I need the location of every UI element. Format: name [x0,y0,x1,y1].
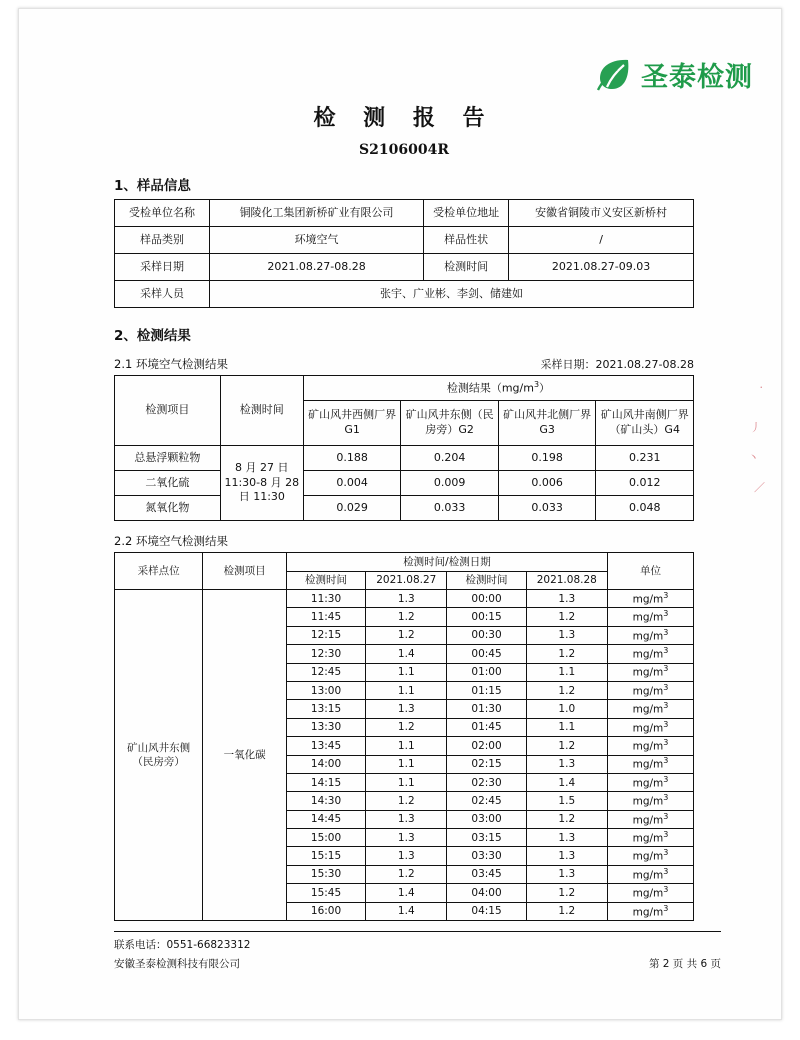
value-cell: 1.3 [526,755,607,773]
value-cell: 1.3 [526,626,607,644]
value-cell: 1.3 [526,590,607,608]
value-cell: 1.1 [366,681,447,699]
sample-point-cell: 矿山风井东侧（民房旁） [115,590,203,921]
column-header-point: 采样点位 [115,553,203,590]
brand-name: 圣泰检测 [641,61,753,93]
value-cell: 1.1 [526,663,607,681]
time-cell: 15:00 [286,829,365,847]
subsection-21-title: 2.1 环境空气检测结果 [114,357,228,371]
label-cell: 受检单位地址 [424,200,509,227]
value-cell: 1.4 [526,773,607,791]
stamp-fragment: ／ [754,481,765,494]
section-heading-sample-info: 1、样品信息 [114,178,191,194]
value-cell: 1.2 [366,608,447,626]
value-cell: 张宇、广业彬、李剑、储建如 [210,281,694,308]
time-cell: 11:45 [286,608,365,626]
stamp-fragment: 丶 [748,451,759,464]
column-header-date-2: 2021.08.28 [526,571,607,590]
section-heading-results: 2、检测结果 [114,328,191,344]
unit-cell: $mg/m^3$ [607,590,693,608]
value-cell: 1.4 [366,884,447,902]
unit-cell: $mg/m^3$ [607,755,693,773]
time-cell: 00:15 [447,608,526,626]
page-number: 第 2 页 共 6 页 [648,958,721,970]
time-cell: 14:30 [286,792,365,810]
value-cell: 2021.08.27-08.28 [210,254,424,281]
page-title: 检 测 报 告 [313,105,495,131]
table-header-row [115,376,694,401]
unit-cell: $mg/m^3$ [607,737,693,755]
value-cell: 1.2 [526,902,607,920]
results-table-21 [114,375,694,521]
time-cell: 03:15 [447,829,526,847]
time-cell: 04:15 [447,902,526,920]
time-cell: 00:00 [447,590,526,608]
unit-cell: $mg/m^3$ [607,608,693,626]
value-cell: 0.033 [401,496,499,521]
unit-cell: $mg/m^3$ [607,718,693,736]
time-cell: 00:45 [447,645,526,663]
value-cell: 0.009 [401,471,499,496]
column-header-time-label: 检测时间 [239,403,284,417]
time-cell: 11:30 [286,590,365,608]
value-cell: 1.2 [526,810,607,828]
table-row [115,254,694,281]
subsection-21-header [114,356,694,372]
column-header-unit: 单位 [607,553,693,590]
value-cell: 1.2 [526,737,607,755]
unit-cell: $mg/m^3$ [607,865,693,883]
time-cell: 8 月 27 日 11:30-8 月 28 日 11:30 [220,446,303,521]
value-cell: 1.3 [366,829,447,847]
subsection-22-title: 2.2 环境空气检测结果 [114,534,228,548]
value-cell: 0.204 [401,446,499,471]
unit-cell: $mg/m^3$ [607,902,693,920]
value-cell: 1.3 [366,847,447,865]
value-cell: 1.3 [526,847,607,865]
time-cell: 02:30 [447,773,526,791]
unit-cell: $mg/m^3$ [607,829,693,847]
column-header-item: 检测项目 [203,553,287,590]
row-label: 二氧化硫 [115,471,221,496]
value-cell: 1.3 [526,865,607,883]
column-header-g4: 矿山风井南侧厂界（矿山头）G4 [596,401,694,446]
column-header-g2: 矿山风井东侧（民房旁）G2 [401,401,499,446]
unit-cell: $mg/m^3$ [607,700,693,718]
test-item-cell: 一氧化碳 [203,590,287,921]
value-cell: 2021.08.27-09.03 [509,254,694,281]
report-code: S2106004R [359,142,449,158]
time-cell: 12:30 [286,645,365,663]
time-cell: 00:30 [447,626,526,644]
value-cell: 1.4 [366,902,447,920]
row-label: 氮氧化物 [115,496,221,521]
value-cell: 环境空气 [210,227,424,254]
time-cell: 16:00 [286,902,365,920]
time-cell: 03:45 [447,865,526,883]
time-cell: 13:15 [286,700,365,718]
value-cell: 0.004 [303,471,401,496]
column-header-time-1: 检测时间 [286,571,365,590]
value-cell: 铜陵化工集团新桥矿业有限公司 [210,200,424,227]
table-row [115,200,694,227]
value-cell: 0.188 [303,446,401,471]
table-row [115,281,694,308]
label-cell: 检测时间 [424,254,509,281]
time-cell: 15:30 [286,865,365,883]
document-body [114,49,694,921]
value-cell: 1.1 [526,718,607,736]
value-cell: 1.1 [366,755,447,773]
value-cell: 1.5 [526,792,607,810]
time-cell: 01:15 [447,681,526,699]
value-cell: 1.3 [366,700,447,718]
unit-cell: $mg/m^3$ [607,884,693,902]
value-cell: 1.2 [526,884,607,902]
time-cell: 02:45 [447,792,526,810]
label-cell: 样品类别 [115,227,210,254]
time-cell: 04:00 [447,884,526,902]
time-cell: 02:00 [447,737,526,755]
value-cell: / [509,227,694,254]
time-cell: 03:30 [447,847,526,865]
results-table-22 [114,552,694,921]
value-cell: 1.4 [366,645,447,663]
table-row [115,446,694,471]
time-cell: 15:45 [286,884,365,902]
column-header-timespan: 检测时间/检测日期 [286,553,607,572]
column-header-time [220,376,303,446]
time-cell: 13:00 [286,681,365,699]
paper-sheet [18,8,782,1020]
page-footer [114,931,721,971]
value-cell: 1.2 [526,645,607,663]
value-cell: 1.3 [366,810,447,828]
unit-cell: $mg/m^3$ [607,663,693,681]
row-label: 总悬浮颗粒物 [115,446,221,471]
time-cell: 14:00 [286,755,365,773]
time-cell: 03:00 [447,810,526,828]
label-cell: 样品性状 [424,227,509,254]
sample-info-table [114,199,694,308]
value-cell: 1.3 [366,590,447,608]
value-cell: 0.029 [303,496,401,521]
time-cell: 01:30 [447,700,526,718]
unit-cell: $mg/m^3$ [607,681,693,699]
value-cell: 1.2 [366,718,447,736]
column-header-date-1: 2021.08.27 [366,571,447,590]
stamp-fragment: · [759,381,763,394]
value-cell: 1.2 [526,681,607,699]
value-cell: 安徽省铜陵市义安区新桥村 [509,200,694,227]
value-cell: 1.2 [366,865,447,883]
column-header-g3: 矿山风井北侧厂界 G3 [498,401,596,446]
value-cell: 0.231 [596,446,694,471]
table-header-row [115,553,694,572]
value-cell: 1.2 [366,792,447,810]
value-cell: 0.048 [596,496,694,521]
time-cell: 13:45 [286,737,365,755]
footer-phone: 联系电话：0551-66823312 [114,939,251,951]
value-cell: 1.1 [366,663,447,681]
value-cell: 1.0 [526,700,607,718]
value-cell: 1.3 [526,829,607,847]
subsection-22-header [114,533,694,549]
value-cell: 1.1 [366,773,447,791]
time-cell: 02:15 [447,755,526,773]
column-header-g1: 矿山风井西侧厂界 G1 [303,401,401,446]
table-row [115,496,694,521]
time-cell: 01:45 [447,718,526,736]
column-header-item: 检测项目 [115,376,221,446]
time-cell: 12:15 [286,626,365,644]
unit-cell: $mg/m^3$ [607,810,693,828]
table-row [115,227,694,254]
footer-company: 安徽圣泰检测科技有限公司 [114,958,240,970]
column-header-time-2: 检测时间 [447,571,526,590]
label-cell: 采样人员 [115,281,210,308]
results-22-body [115,590,694,921]
stamp-fragment: 丿 [750,421,761,434]
label-cell: 受检单位名称 [115,200,210,227]
value-cell: 1.1 [366,737,447,755]
time-cell: 12:45 [286,663,365,681]
unit-cell: $mg/m^3$ [607,773,693,791]
time-cell: 14:45 [286,810,365,828]
unit-cell: $mg/m^3$ [607,626,693,644]
time-cell: 14:15 [286,773,365,791]
value-cell: 0.006 [498,471,596,496]
value-cell: 0.033 [498,496,596,521]
value-cell: 1.2 [526,608,607,626]
unit-cell: $mg/m^3$ [607,645,693,663]
table-row [115,471,694,496]
subsection-21-date: 采样日期：2021.08.27-08.28 [540,358,694,371]
time-cell: 15:15 [286,847,365,865]
unit-cell: $mg/m^3$ [607,847,693,865]
value-cell: 1.2 [366,626,447,644]
column-header-group: 检测结果$(mg/m^3)$ [303,376,693,401]
table-row [115,590,694,608]
unit-cell: $mg/m^3$ [607,792,693,810]
value-cell: 0.198 [498,446,596,471]
value-cell: 0.012 [596,471,694,496]
time-cell: 01:00 [447,663,526,681]
time-cell: 13:30 [286,718,365,736]
label-cell: 采样日期 [115,254,210,281]
